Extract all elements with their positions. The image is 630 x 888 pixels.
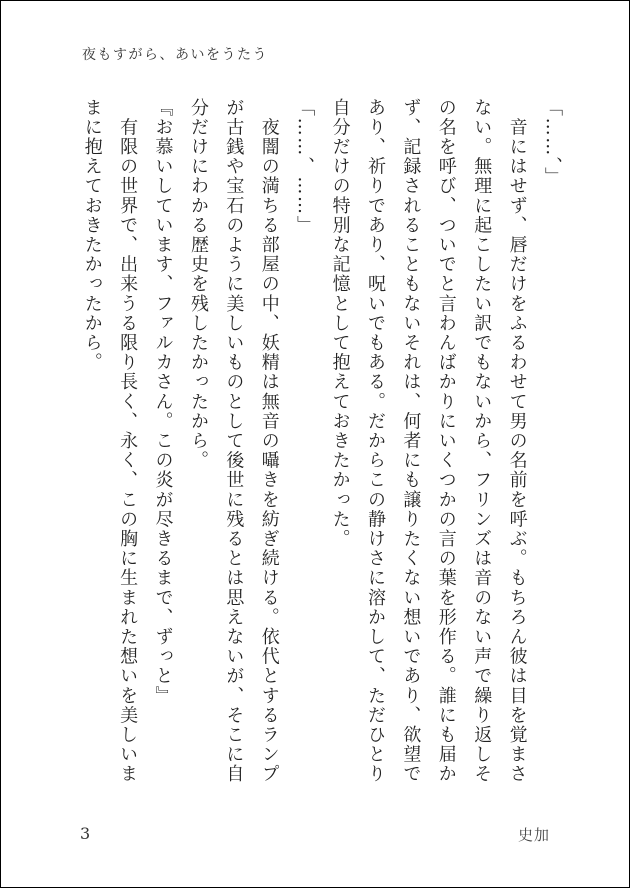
running-header: 夜もすがら、あいをうたう xyxy=(82,47,268,63)
paragraph-3: 「……、……」 xyxy=(294,98,316,236)
page-number: 3 xyxy=(80,824,91,843)
paragraph-4: 夜闇の満ちる部屋の中、妖精は無音の囁きを紡ぎ続ける。依代とするランプが古銭や宝石のように美しいものとして後世に残るとは思えないが、そこに自分だけにわかる歴史を残したかったから。 xyxy=(187,98,280,784)
paragraph-1: 「……、」 xyxy=(542,98,563,187)
paragraph-2: 音にはせず、唇だけをふるわせて男の名前を呼ぶ。もちろん彼は目を覚まさない。無理に起こしたい訳でもないから、フリンズは音のない声で繰り返しその名を呼び、ついでと言わんばかりにいくつかの言の葉を形作る。誰にも届かず、記録されることもないそれは、何者にも譲りたくない想いであり、欲望であり、祈りであり、呪いでもある。だからこの静けさに溶かして、ただひとり自分だけの特別な記憶として抱えておきたかった。 xyxy=(329,98,528,784)
body-text xyxy=(74,98,570,798)
paragraph-6: 有限の世界で、出来うる限り長く、永く、この胸に生まれた想いを美しいままに抱えておきたかったから。 xyxy=(81,98,139,784)
paragraph-5: 『お慕いしています、ファルカさん。この炎が尽きるまで、ずっと』 xyxy=(152,98,174,706)
author-name: 史加 xyxy=(518,826,551,844)
